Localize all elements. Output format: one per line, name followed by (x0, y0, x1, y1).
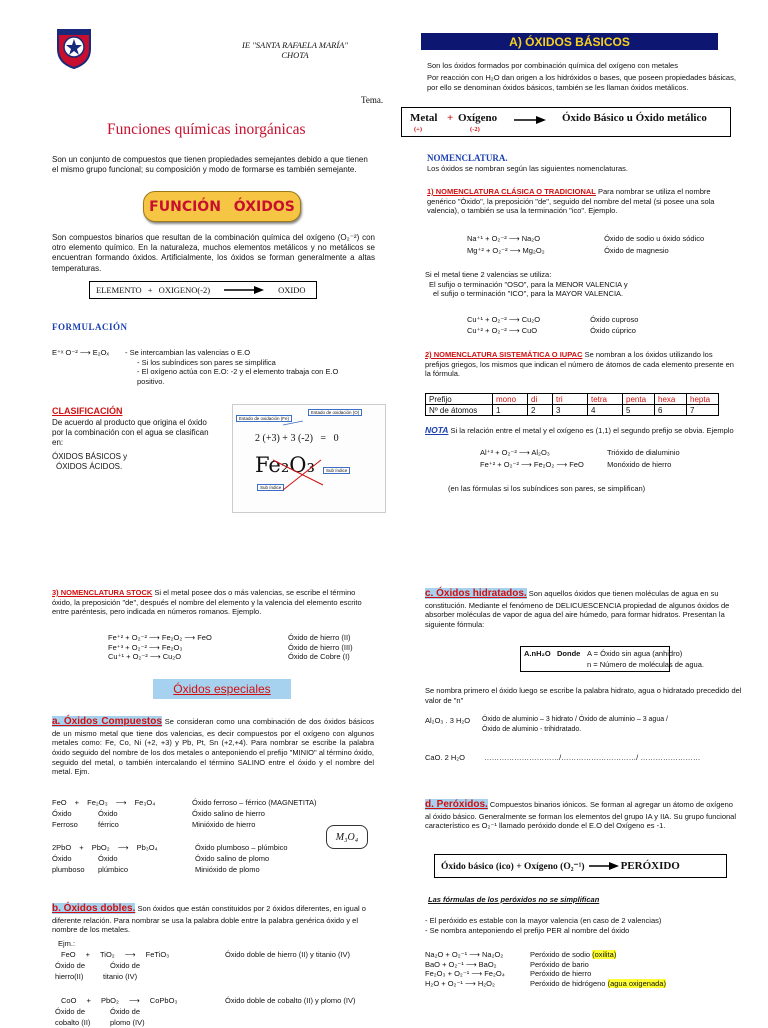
clasificacion-item-1: ÓXIDOS BÁSICOS y (52, 452, 128, 461)
pex-formula: H₂O + O₂⁻¹ ⟶ H₂O₂ (425, 978, 495, 988)
diagram-formula: Fe₂O₃ (255, 453, 315, 477)
hbox-a: A = Óxido sin agua (anhidro) (587, 649, 683, 658)
clasica-ex1-name: Óxido de sodio u óxido sódico (604, 234, 705, 243)
stock-ex-formula: Fe⁺³ + O₂⁻² ⟶ Fe₂O₃ (108, 642, 183, 652)
formulacion-note-2: - Si los subíndices son pares se simplifica (137, 357, 276, 367)
clasica-title: 1) NOMENCLATURA CLÁSICA O TRADICIONAL (427, 187, 596, 196)
dos-valencias (425, 270, 735, 299)
dobles-ejm: Ejm.: (58, 939, 76, 948)
stock-ex (108, 652, 353, 662)
pex-formula: BaO + O₂⁻¹ ⟶ BaO₂ (425, 959, 497, 969)
atoms-cell: 6 (655, 405, 687, 416)
nota-text: Si la relación entre el metal y el oxígeno es (1,1) el segundo prefijo se obvia. Ejemplo (450, 426, 734, 435)
pbox-right: PERÓXIDO (620, 860, 680, 872)
arrow-icon (514, 116, 546, 124)
stock-ex-name: Óxido de Cobre (I) (288, 652, 350, 662)
hex1-name2: Óxido de aluminio - trihidratado. (482, 726, 582, 733)
stock-ex-formula: Cu⁺¹ + O₂⁻² ⟶ Cu₂O (108, 652, 182, 662)
dex1-name: Óxido doble de hierro (II) y titanio (IV) (225, 950, 351, 959)
hex2-formula: CaO. 2 H₂O (425, 753, 466, 762)
compuestos-ex2 (52, 843, 372, 879)
peroxidos-rule-2: - Se nombra anteponiendo el prefijo PER al nombre del óxido (425, 925, 630, 935)
formulacion-note-3: - El oxígeno actúa con E.O: -2 y el elemento trabaja con E.O positivo. (137, 367, 339, 386)
stock-block (52, 588, 374, 617)
especiales-heading-bar (153, 679, 291, 699)
stock-ex (108, 633, 353, 643)
peroxidos-title: d. Peróxidos. (425, 799, 488, 810)
nota-block (425, 425, 737, 436)
sistematica-block (425, 350, 737, 379)
clasica-ex2-formula: Mg⁺² + O₂⁻² ⟶ Mg₂O₂ (467, 246, 545, 255)
dex2-line: CoO + PbO₂ ⟶ CoPbO₃ (61, 996, 178, 1005)
atoms-row (426, 405, 719, 416)
diagram-label-sub2: Sub índice (323, 467, 350, 474)
school-name: IE "SANTA RAFAELA MARÍA" (242, 40, 348, 50)
eq-result: Óxido Básico u Óxido metálico (562, 112, 707, 124)
ico-line: el sufijo o terminación "ICO", para la MAYOR VALENCIA. (433, 289, 624, 299)
peroxido-ex (425, 950, 666, 960)
sistematica-text: Se nombran a los óxidos utilizando los prefijos griegos, los mismos que indican el número de átomos de cada elemento presente en la fórmula. (425, 350, 734, 379)
sist-ex2-name: Monóxido de hierro (607, 460, 672, 469)
peroxidos-rule-1: - El peróxido es estable con la mayor valencia (en caso de 2 valencias) (425, 916, 662, 925)
dobles-block (52, 903, 374, 935)
pex-name: Peróxido de sodio (530, 950, 591, 959)
nomenclatura-heading: NOMENCLATURA. (427, 153, 508, 163)
stock-ex-name: Óxido de hierro (III) (288, 642, 353, 652)
ex1-l3b: férrico (98, 820, 119, 829)
especiales-heading: Óxidos especiales (173, 682, 271, 696)
prefix-cell: mono (493, 394, 528, 405)
hex1-name: Óxido de aluminio – 3 hidrato / Óxido de aluminio – 3 agua / (482, 716, 669, 723)
peroxidos-block (425, 799, 737, 831)
sist-ex1-name: Trióxido de dialuminio (606, 448, 680, 457)
atoms-cell: 7 (687, 405, 719, 416)
school-header (230, 40, 360, 60)
hbox-formula: A.nH₂O (524, 649, 551, 658)
box-left: ELEMENTO + OXIGENO(-2) (96, 285, 211, 295)
arrow-icon (589, 862, 619, 870)
metal-oxygen-box (401, 107, 731, 137)
prefix-cell: penta (623, 394, 655, 405)
pex-note: (agua oxigenada) (607, 978, 666, 988)
peroxidos-text: Compuestos binarios iónicos. Se forman al agregar un átomo de oxígeno al óxido básico. Generalmente se forman los elementos del grupo IA y IIA. Su grupo funcional característico es O₂⁻¹ llamado peróxido donde el E.O del Oxígeno es -1. (425, 800, 737, 831)
prefix-header: Prefijo (426, 394, 493, 405)
clasica-ex4-formula: Cu⁺² + O₂⁻² ⟶ CuO (467, 326, 538, 335)
pex-name: Peróxido de hierro (530, 969, 592, 979)
peroxidos-rules (425, 916, 661, 935)
nomenclatura-sub: Los óxidos se nombran según las siguientes nomenclaturas. (427, 164, 628, 173)
stock-text: Si el metal posee dos o más valencias, se escribe el término óxido, la preposición "de", después el nombre del elemento y la valencia del elemento escrito entre paréntesis, pero indicada en números romanos. Ejemplo. (52, 588, 362, 617)
element-oxygen-box (89, 281, 317, 299)
ex2-l2a: Óxido (52, 854, 72, 863)
basicos-p2: Por reacción con H₂O dan origen a los hidróxidos o bases, que poseen propiedades básicas, por ello se denominan óxidos básicos, también se les llaman óxidos metálicos. (427, 73, 736, 92)
eq-oxigeno: Oxígeno (458, 112, 498, 124)
formulacion-formula: E⁺ˣ O⁻² ⟶ E₂Oₓ (52, 348, 109, 357)
sist-ex2-formula: Fe⁺² + O₂⁻² ⟶ Fe₂O₂ ⟶ FeO (480, 460, 584, 469)
hidratados-title: c. Óxidos hidratados. (425, 588, 527, 599)
hidratados-rule: Se nombra primero el óxido luego se escribe la palabra hidrato, agua o hidratado precedido del valor de "n" (425, 686, 742, 705)
stock-ex-name: Óxido de hierro (II) (288, 633, 351, 642)
prefix-cell: di (528, 394, 553, 405)
ex2-l3b: plúmbico (98, 865, 129, 874)
clasica-text: Para nombrar se utiliza el nombre genérico "Óxido", la preposición "de", seguido del nombre del metal (si posee una sola valencia), o también se usa la terminación "ico". Ejemplo. (427, 187, 715, 216)
pex-name: Peróxido de bario (530, 959, 589, 969)
basicos-heading: A) ÓXIDOS BÁSICOS (509, 34, 630, 49)
compuestos-title: a. Óxidos Compuestos (52, 716, 162, 727)
clasica-ex2-name: Óxido de magnesio (604, 246, 669, 255)
atoms-cell: 1 (493, 405, 528, 416)
hbox-donde: Donde (557, 649, 581, 658)
ex1-line: FeO + Fe₂O₃ ⟶ Fe₃O₄ (52, 798, 156, 807)
sist-ex1-formula: Al⁺³ + O₂⁻² ⟶ Al₂O₃ (480, 448, 550, 457)
school-logo (55, 27, 93, 69)
dex1-b: Óxido de (110, 961, 141, 970)
peroxido-ex (425, 960, 666, 970)
prefix-row (426, 394, 719, 405)
hidratados-formula-box (520, 646, 704, 672)
ex1-name3: Minióxido de hierro (192, 820, 256, 829)
diagram-label-o: Estado de oxidación (O) (308, 409, 362, 416)
hidratados-text: Son aquellos óxidos que tienen moléculas de agua en su constitución. Mediante el fenómeno de DELICUESCENCIA propiedad de algunos óxidos de absorber moléculas de vapor de agua del aire húmedo, para formar hidratos. Presentan la siguiente fórmula: (425, 589, 730, 629)
ex1-l2b: Óxido (98, 809, 118, 818)
prefix-cell: tetra (588, 394, 623, 405)
dobles-text: Son óxidos que están constituidos por 2 óxidos diferentes, en igual o diferente relación. Para nombrar se usa la palabra doble entre la palabra genérica óxido y el nombre de los metales. (52, 904, 366, 935)
clasica-ex4-name: Óxido cúprico (590, 326, 636, 335)
prefix-cell: hexa (655, 394, 687, 405)
peroxido-ex (425, 969, 666, 979)
mo-box (326, 825, 368, 849)
box-right: OXIDO (278, 285, 306, 295)
stock-title: 3) NOMENCLATURA STOCK (52, 588, 153, 597)
compuestos-ex1 (52, 798, 372, 834)
oso-line: El sufijo o terminación "OSO", para la MENOR VALENCIA y (429, 279, 628, 289)
dobles-ex1 (55, 950, 375, 986)
sist-ex2 (480, 460, 671, 470)
school-city: CHOTA (281, 50, 309, 61)
compuestos-text: Se consideran como una combinación de dos óxidos básicos de un mismo metal que tiene dos valencias, es decir compuestos por el oxígeno con algunos metales como: Fe, Co, Ni (+2, +3) y Pb, Pt, Sn (+2,+4). Para nombrar se escribe la palabra óxido seguido del nombre de los dos metales o anteponiendo el prefijo "MINIO" al término óxido, seguido del metal, o también intercalando el término SALINO entre el óxido y el nombre del metal. Ejm. (52, 717, 374, 777)
atoms-cell: 5 (623, 405, 655, 416)
clasificacion-text: De acuerdo al producto que origina el óxido por la combinación con el agua se clasifican en: (52, 418, 209, 448)
basicos-heading-bar (421, 33, 718, 50)
prefix-table (425, 393, 719, 416)
basicos-p1: Son los óxidos formados por combinación química del oxígeno con metales (427, 61, 678, 70)
dex1-line: FeO + TiO₂ ⟶ FeTiO₃ (61, 950, 170, 959)
clasica-ex1-formula: Na⁺¹ + O₂⁻² ⟶ Na₂O (467, 234, 541, 243)
dobles-ex2 (55, 996, 375, 1027)
dex2-name: Óxido doble de cobalto (II) y plomo (IV) (225, 996, 356, 1005)
dex2-d: plomo (IV) (110, 1018, 145, 1027)
diagram-label-fe: Estado de oxidación (Fe) (236, 415, 292, 422)
pbox-left: Óxido básico (ico) + Oxígeno (O₂⁻¹) (441, 861, 585, 872)
peroxido-box (434, 854, 727, 878)
clasica-ex1 (467, 234, 704, 244)
arrow-icon (224, 286, 264, 294)
dex2-c: cobalto (II) (55, 1018, 91, 1027)
funcion-oxidos-banner (143, 191, 301, 222)
dex2-a: Óxido de (55, 1007, 86, 1016)
clasica-ex2 (467, 246, 669, 256)
hex1-formula: Al₂O₃ . 3 H₂O (425, 716, 471, 725)
simplif-note: (en las fórmulas si los subíndices son pares, se simplifican) (448, 484, 646, 493)
atoms-cell: 4 (588, 405, 623, 416)
stock-ex (108, 643, 353, 653)
clasica-ex4 (467, 326, 636, 336)
ex2-l3a: plumboso (52, 865, 85, 874)
formulacion-note-1: - Se intercambian las valencias o E.O (125, 348, 251, 357)
dex1-a: Óxido de (55, 961, 86, 970)
clasificacion-item-2: ÓXIDOS ÁCIDOS. (56, 462, 123, 472)
pex-formula: Na₂O + O₂⁻¹ ⟶ Na₂O₂ (425, 950, 504, 959)
hex2-blank: …………………………/…………………………/ …………………… (484, 753, 701, 762)
stock-ex-formula: Fe⁺² + O₂⁻² ⟶ Fe₂O₂ ⟶ FeO (108, 633, 212, 642)
atoms-header: Nº de átomos (426, 405, 493, 416)
oxidos-definition: Son compuestos binarios que resultan de la combinación química del oxígeno (O₂⁻²) con otro elemento químico. En la naturaleza, muchos elementos metálicos y no metálicos se encuentran formando óxidos. Artificialmente, los óxidos se forman generalmente a altas temperaturas. (52, 233, 375, 273)
eq-metal: Metal (410, 112, 438, 124)
hidratados-block (425, 588, 737, 630)
dex1-d: titanio (IV) (103, 972, 138, 981)
eq-sign2: (-2) (470, 126, 480, 133)
eq-sign1: (+) (414, 126, 423, 133)
oxidation-diagram (232, 404, 386, 513)
eq-plus: + (447, 112, 454, 124)
hidratados-ex2 (425, 753, 700, 763)
pex-name: Peróxido de hidrógeno (530, 978, 606, 988)
atoms-cell: 3 (553, 405, 588, 416)
diagram-equation: 2 (+3) + 3 (-2) = 0 (255, 433, 339, 444)
stock-examples (108, 633, 353, 662)
nota-label: NOTA (425, 425, 449, 435)
clasica-ex3-formula: Cu⁺¹ + O₂⁻² ⟶ Cu₂O (467, 315, 541, 324)
mo-box-label: M₃O₄ (335, 831, 359, 843)
dex2-b: Óxido de (110, 1007, 141, 1016)
clasificacion-heading: CLASIFICACIÓN (52, 406, 123, 416)
dex1-c: hierro(II) (55, 972, 84, 981)
ex1-name2: Óxido salino de hierro (192, 809, 265, 818)
ex1-l2a: Óxido (52, 809, 72, 818)
pex-note: (oxilita) (592, 950, 617, 959)
ex1-l3a: Ferroso (52, 820, 78, 829)
intro-text: Son un conjunto de compuestos que tienen propiedades semejantes debido a que tienen el mismo grupo funcional; su composición y modo de formarse es también semejante. (52, 155, 368, 175)
ex2-name2: Óxido salino de plomo (195, 854, 270, 863)
ex2-l2b: Óxido (98, 854, 118, 863)
prefix-cell: tri (553, 394, 588, 405)
pex-formula: Fe₂O₃ + O₂⁻¹ ⟶ Fe₂O₄ (425, 969, 505, 979)
clasica-ex3-name: Óxido cuproso (590, 315, 639, 324)
page-title: Funciones químicas inorgánicas (107, 121, 306, 138)
dos-valencias-line: Si el metal tiene 2 valencias se utiliza: (425, 270, 552, 279)
peroxido-ex (425, 979, 666, 989)
sistematica-title: 2) NOMENCLATURA SISTEMÁTICA O IUPAC (425, 350, 583, 359)
diagram-arrows (233, 405, 385, 512)
sist-ex1 (480, 448, 680, 458)
peroxidos-examples (425, 950, 666, 988)
banner-label: FUNCIÓN ÓXIDOS (149, 198, 295, 215)
clasica-ex3 (467, 315, 638, 325)
tema-label: Tema. (361, 95, 384, 105)
dobles-title: b. Óxidos dobles. (52, 903, 136, 914)
ex2-line: 2PbO + PbO₂ ⟶ Pb₃O₄ (52, 843, 158, 852)
clasificacion-list (52, 452, 127, 472)
diagram-label-sub1: Sub índice (257, 484, 284, 491)
formulacion-notes (125, 348, 375, 386)
prefix-cell: hepta (687, 394, 719, 405)
formulacion-heading: FORMULACIÓN (52, 322, 128, 332)
compuestos-block (52, 716, 374, 777)
atoms-cell: 2 (528, 405, 553, 416)
hbox-n: n = Número de moléculas de agua. (587, 660, 704, 669)
ex2-name3: Minióxido de plomo (195, 865, 260, 874)
ex2-name1: Óxido plumboso – plúmbico (195, 843, 288, 852)
ex1-name1: Óxido ferroso – férrico (MAGNETITA) (192, 798, 317, 807)
peroxidos-note: Las fórmulas de los peróxidos no se simplifican (428, 895, 600, 904)
clasica-block (427, 187, 739, 216)
